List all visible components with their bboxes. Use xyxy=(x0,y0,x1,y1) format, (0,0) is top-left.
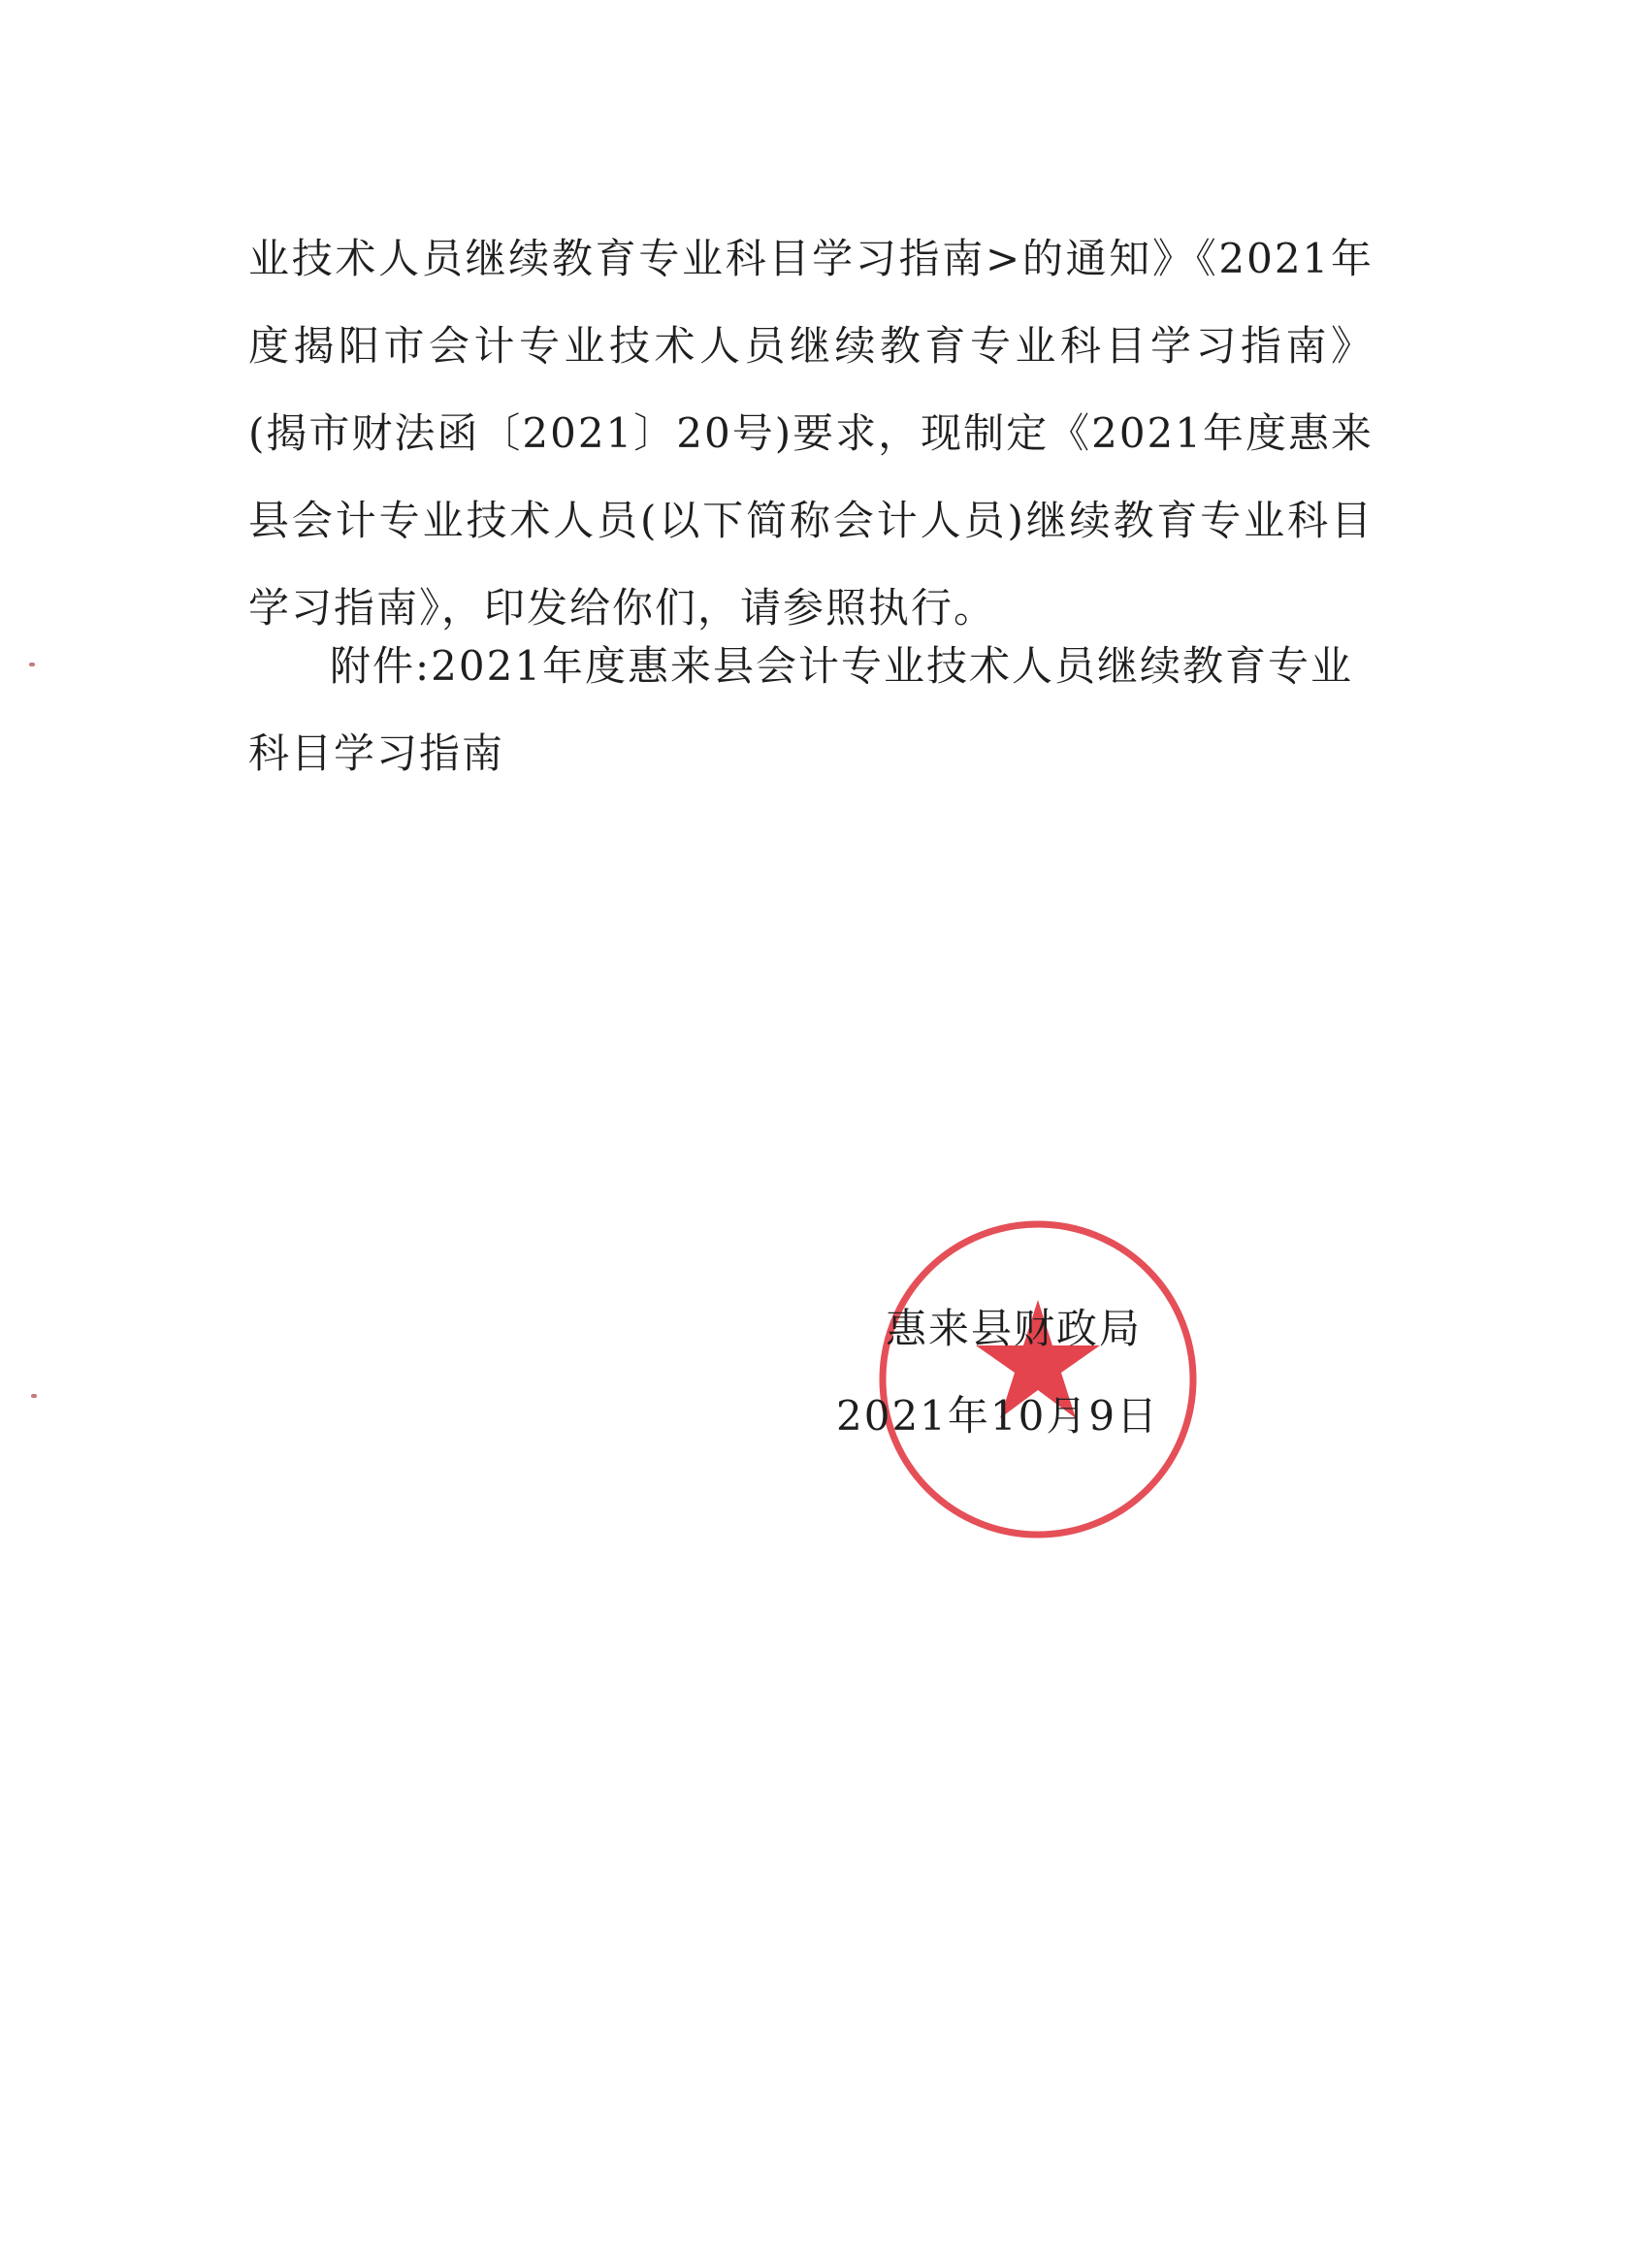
scan-speck xyxy=(31,1394,37,1398)
signature-organization: 惠来县财政局 xyxy=(886,1305,1143,1352)
signature-date: 2021年10月9日 xyxy=(836,1392,1160,1440)
body-paragraph-text: 业技术人员继续教育专业科目学习指南>的通知》《2021年度揭阳市会计专业技术人员继续教育专业科目学习指南》(揭市财法函〔2021〕20号)要求，现制定《2021年度惠来县会计专业技术人员(以下简称会计人员)继续教育专业科目学习指南》，印发给你们，请参照执行。 xyxy=(248,235,1374,632)
official-seal-stamp xyxy=(873,1215,1203,1544)
scan-speck xyxy=(29,663,35,666)
body-paragraph xyxy=(248,215,1374,652)
attachment-note xyxy=(248,623,1374,797)
attachment-text: 附件:2021年度惠来县会计专业技术人员继续教育专业科目学习指南 xyxy=(248,642,1354,777)
